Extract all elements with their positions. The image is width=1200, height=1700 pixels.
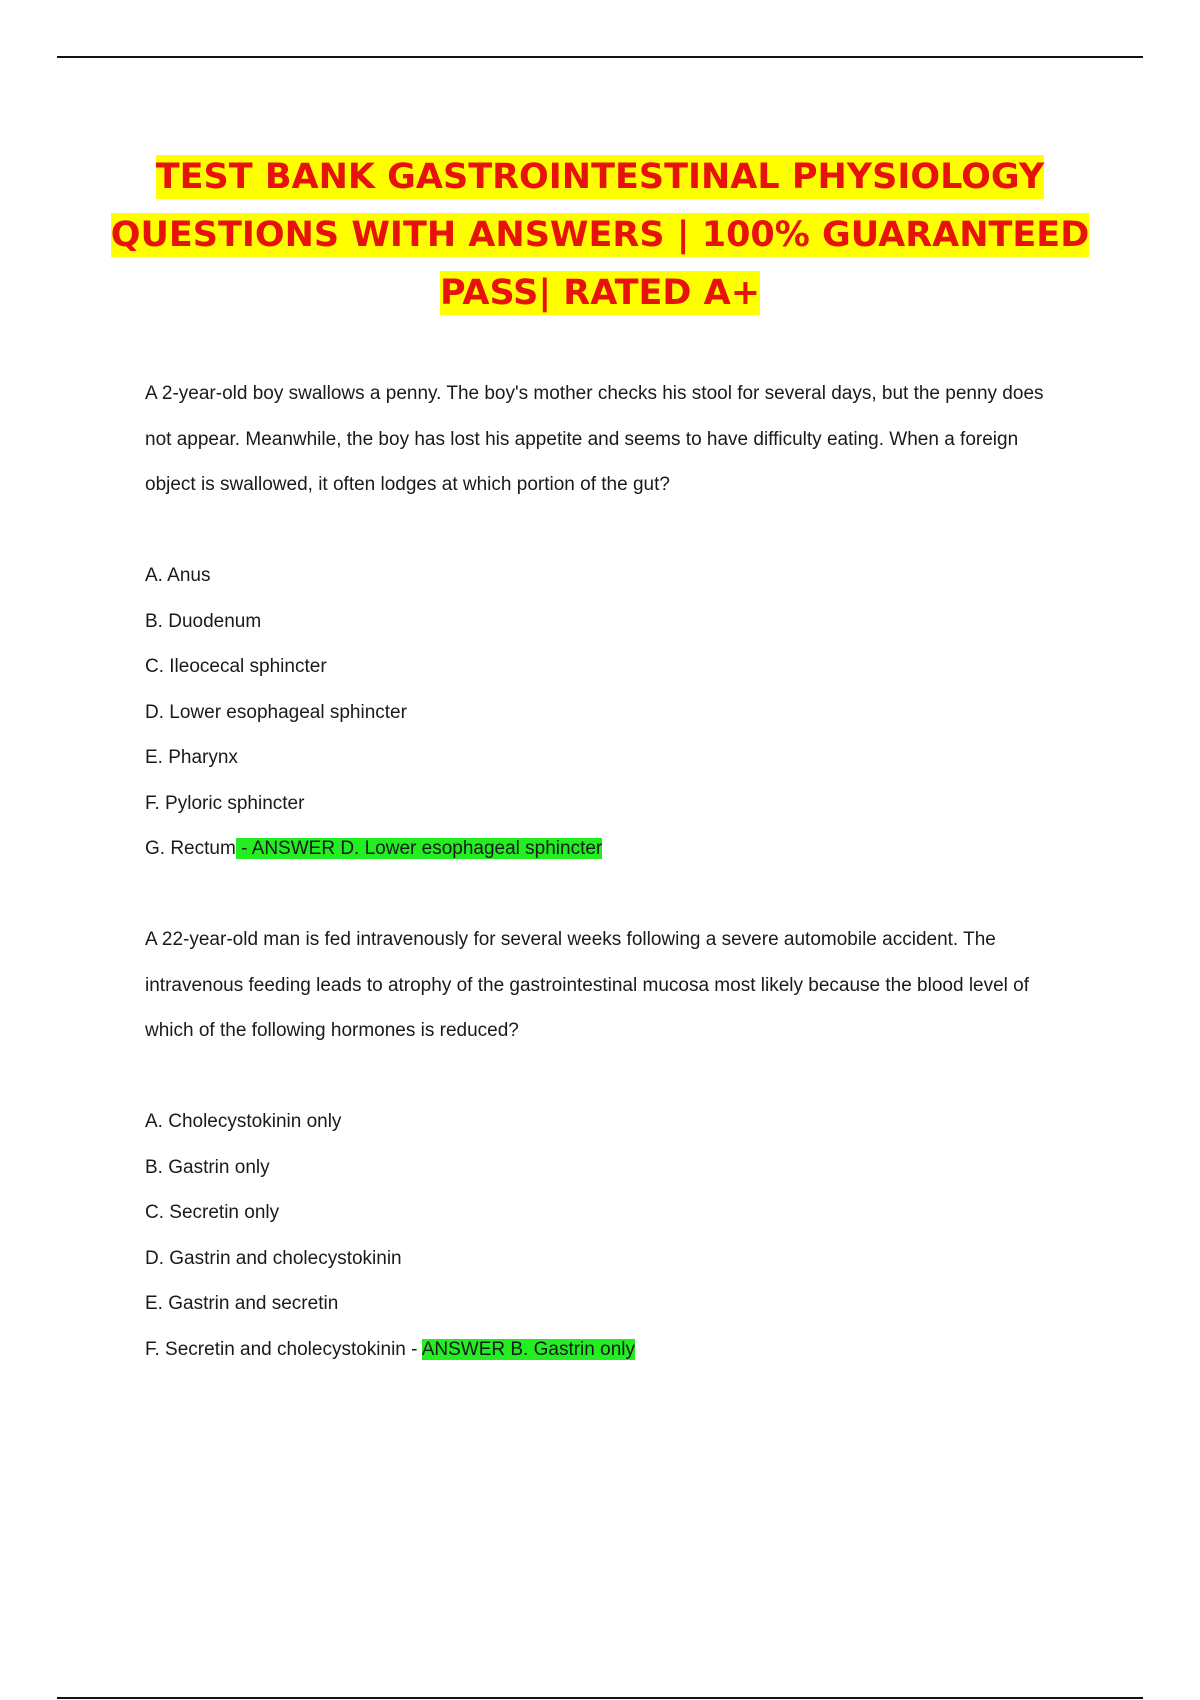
question-2-option-f-line xyxy=(145,1327,1045,1373)
question-1-option-f: F. Pyloric sphincter xyxy=(145,792,305,814)
question-2-option-a: A. Cholecystokinin only xyxy=(145,1111,342,1132)
question-1-option-a: A. Anus xyxy=(145,565,211,586)
question-1-option-b: B. Duodenum xyxy=(145,610,262,632)
question-1-option-e: E. Pharynx xyxy=(145,747,238,768)
question-1 xyxy=(145,371,1045,872)
question-2-option-b: B. Gastrin only xyxy=(145,1156,270,1178)
question-1-option-g: G. Rectum xyxy=(145,838,236,859)
question-1-option-c: C. Ileocecal sphincter xyxy=(145,656,327,677)
document-title xyxy=(100,148,1100,322)
question-2 xyxy=(145,917,1045,1372)
question-1-option-d: D. Lower esophageal sphincter xyxy=(145,701,407,723)
question-1-option-g-line xyxy=(145,826,1045,872)
question-2-option-f: F. Secretin and cholecystokinin - xyxy=(145,1338,422,1360)
top-rule xyxy=(57,56,1143,58)
question-2-option-e: E. Gastrin and secretin xyxy=(145,1293,339,1314)
question-1-text: A 2-year-old boy swallows a penny. The boy's mother checks his stool for several days, but the penny does not appear. Meanwhile, the boy has lost his appetite and seems to have difficulty eating. When a foreign object is swallowed, it often lodges at which portion of the gut? xyxy=(145,383,1044,495)
question-2-option-c: C. Secretin only xyxy=(145,1202,280,1223)
question-2-option-d: D. Gastrin and cholecystokinin xyxy=(145,1247,402,1269)
question-1-answer: - ANSWER D. Lower esophageal sphincter xyxy=(235,838,603,859)
question-2-text: A 22-year-old man is fed intravenously for several weeks following a severe automobile accident. The intravenous feeding leads to atrophy of the gastrointestinal mucosa most likely because the blood level of which of the following hormones is reduced? xyxy=(145,929,1030,1041)
bottom-rule xyxy=(57,1697,1143,1699)
title-text: TEST BANK GASTROINTESTINAL PHYSIOLOGY QUESTIONS WITH ANSWERS | 100% GUARANTEED PASS| RATED A+ xyxy=(110,157,1090,313)
question-2-answer: ANSWER B. Gastrin only xyxy=(421,1338,635,1360)
